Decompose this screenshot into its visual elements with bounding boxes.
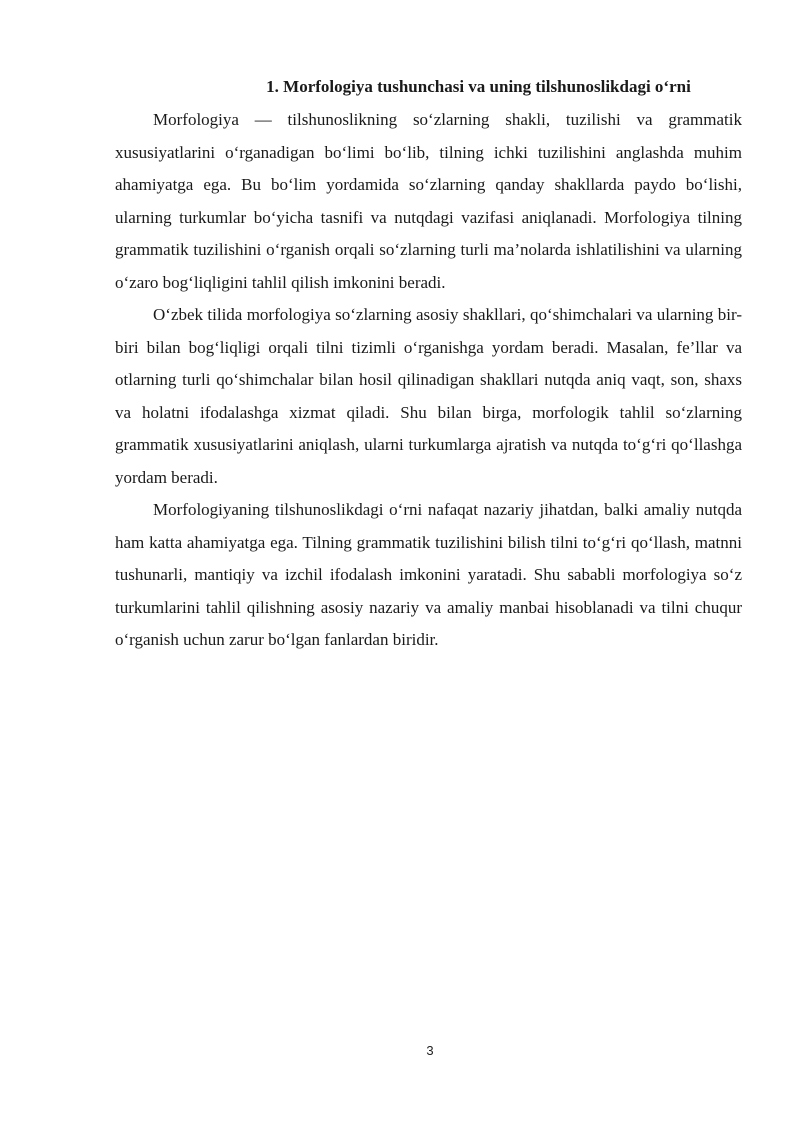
page-number: 3 — [426, 1043, 434, 1058]
paragraph-1: Morfologiya — tilshunoslikning so‘zlarning shakli, tuzilishi va grammatik xususiyatlarini o‘rganadigan bo‘limi bo‘lib, tilning ichki tuzilishini anglashda muhim ahamiyatga ega. Bu bo‘lim yordamida so‘zlarning qanday shakllarda paydo bo‘lishi, ularning turkumlar bo‘yicha tasnifi va nutqdagi vazifasi aniqlanadi. Morfologiya tilning grammatik tuzilishini o‘rganish orqali so‘zlarning turli ma’nolarda ishlatilishini va ularning o‘zaro bog‘liqligini tahlil qilish imkonini beradi. — [115, 110, 742, 292]
paragraph-2: O‘zbek tilida morfologiya so‘zlarning asosiy shakllari, qo‘shimchalari va ularning bir-biri bilan bog‘liqligi orqali tilni tizimli o‘rganishga yordam beradi. Masalan, fe’llar va otlarning turli qo‘shimchalar bilan hosil qilinadigan shakllari nutqda aniq vaqt, son, shaxs va holatni ifodalashga xizmat qiladi. Shu bilan birga, morfologik tahlil so‘zlarning grammatik xususiyatlarini aniqlash, ularni turkumlarga ajratish va nutqda to‘g‘ri qo‘llashga yordam beradi. — [115, 305, 742, 487]
paragraph-3: Morfologiyaning tilshunoslikdagi o‘rni nafaqat nazariy jihatdan, balki amaliy nutqda ham katta ahamiyatga ega. Tilning grammatik tuzilishini bilish tilni to‘g‘ri qo‘llash, matnni tushunarli, mantiqiy va izchil ifodalash imkonini yaratadi. Shu sababli morfologiya so‘z turkumlarini tahlil qilishning asosiy nazariy va amaliy manbai hisoblanadi va tilni chuqur o‘rganish uchun zarur bo‘lgan fanlardan biridir. — [115, 500, 742, 649]
document-page — [115, 70, 742, 657]
section-heading: 1. Morfologiya tushunchasi va uning tilshunoslikdagi o‘rni — [266, 77, 691, 96]
